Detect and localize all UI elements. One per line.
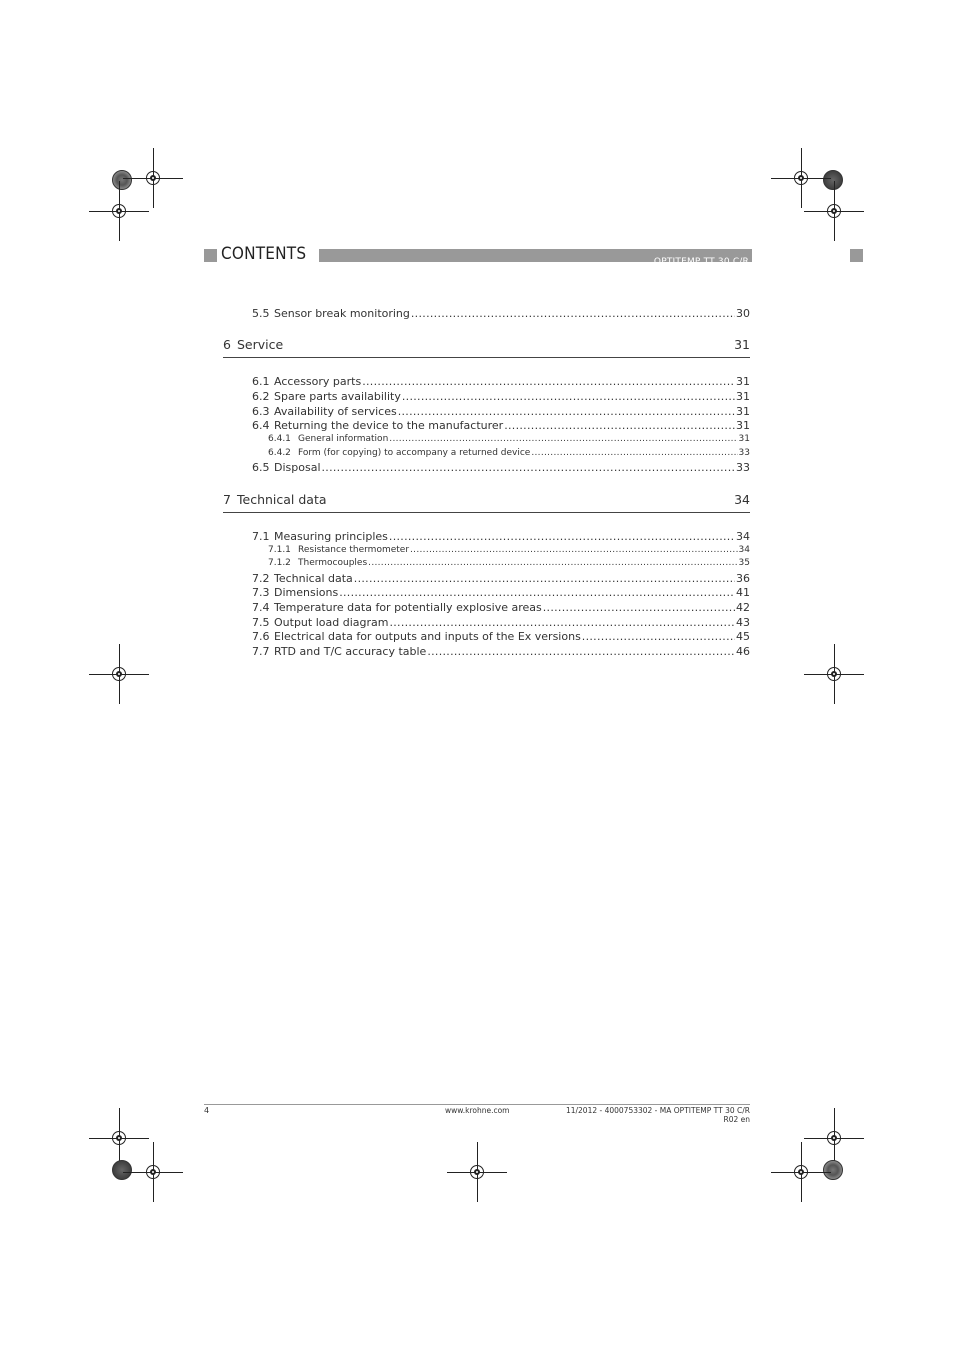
toc-chapter[interactable]: 7 Technical data 34 xyxy=(223,492,750,513)
toc-entry[interactable]: 7.1 Measuring principles ..... 34 xyxy=(252,530,750,543)
page-number: 4 xyxy=(204,1106,210,1115)
toc-subentry[interactable]: 7.1.2 Thermocouples ..... 35 xyxy=(268,558,750,568)
toc-entry[interactable]: 7.6 Electrical data for outputs and inputs of the Ex versions ..... 45 xyxy=(252,630,750,643)
registration-crosshair-icon xyxy=(447,1142,507,1202)
header-bar xyxy=(319,249,752,267)
toc-entry[interactable]: 7.3 Dimensions ..... 41 xyxy=(252,586,750,599)
toc-entry[interactable]: 6.5 Disposal ..... 33 xyxy=(252,461,750,474)
footer-divider xyxy=(204,1104,750,1105)
toc-entry[interactable]: 7.4 Temperature data for potentially explosive areas ..... 42 xyxy=(252,601,750,614)
registration-crosshair-icon xyxy=(89,181,149,241)
header-marker-left xyxy=(204,249,217,262)
registration-crosshair-icon xyxy=(804,644,864,704)
toc-subentry[interactable]: 6.4.1 General information ..... 31 xyxy=(268,434,750,444)
header-marker-right xyxy=(850,249,863,262)
toc-entry[interactable]: 7.5 Output load diagram ..... 43 xyxy=(252,616,750,629)
toc-entry[interactable]: 7.2 Technical data ..... 36 xyxy=(252,572,750,585)
toc-entry[interactable]: 6.4 Returning the device to the manufacturer ..... 31 xyxy=(252,419,750,432)
toc-entry[interactable]: 6.2 Spare parts availability ..... 31 xyxy=(252,390,750,403)
toc-chapter[interactable]: 6 Service 31 xyxy=(223,337,750,358)
product-name: OPTITEMP TT 30 C/R xyxy=(653,257,749,267)
registration-crosshair-icon xyxy=(771,1142,831,1202)
page-title: CONTENTS xyxy=(221,244,307,264)
toc-entry[interactable]: 6.1 Accessory parts ..... 31 xyxy=(252,375,750,388)
registration-crosshair-icon xyxy=(804,181,864,241)
toc-entry[interactable]: 7.7 RTD and T/C accuracy table ..... 46 xyxy=(252,645,750,658)
document-reference: 11/2012 - 4000753302 - MA OPTITEMP TT 30 C/R R02 en xyxy=(565,1106,750,1124)
toc-subentry[interactable]: 6.4.2 Form (for copying) to accompany a returned device ..... 33 xyxy=(268,448,750,458)
website-link[interactable]: www.krohne.com xyxy=(445,1106,510,1115)
toc-entry[interactable]: 5.5 Sensor break monitoring ..... 30 xyxy=(252,307,750,320)
registration-crosshair-icon xyxy=(89,644,149,704)
toc-entry[interactable]: 6.3 Availability of services ..... 31 xyxy=(252,405,750,418)
toc-subentry[interactable]: 7.1.1 Resistance thermometer ..... 34 xyxy=(268,545,750,555)
registration-crosshair-icon xyxy=(123,1142,183,1202)
